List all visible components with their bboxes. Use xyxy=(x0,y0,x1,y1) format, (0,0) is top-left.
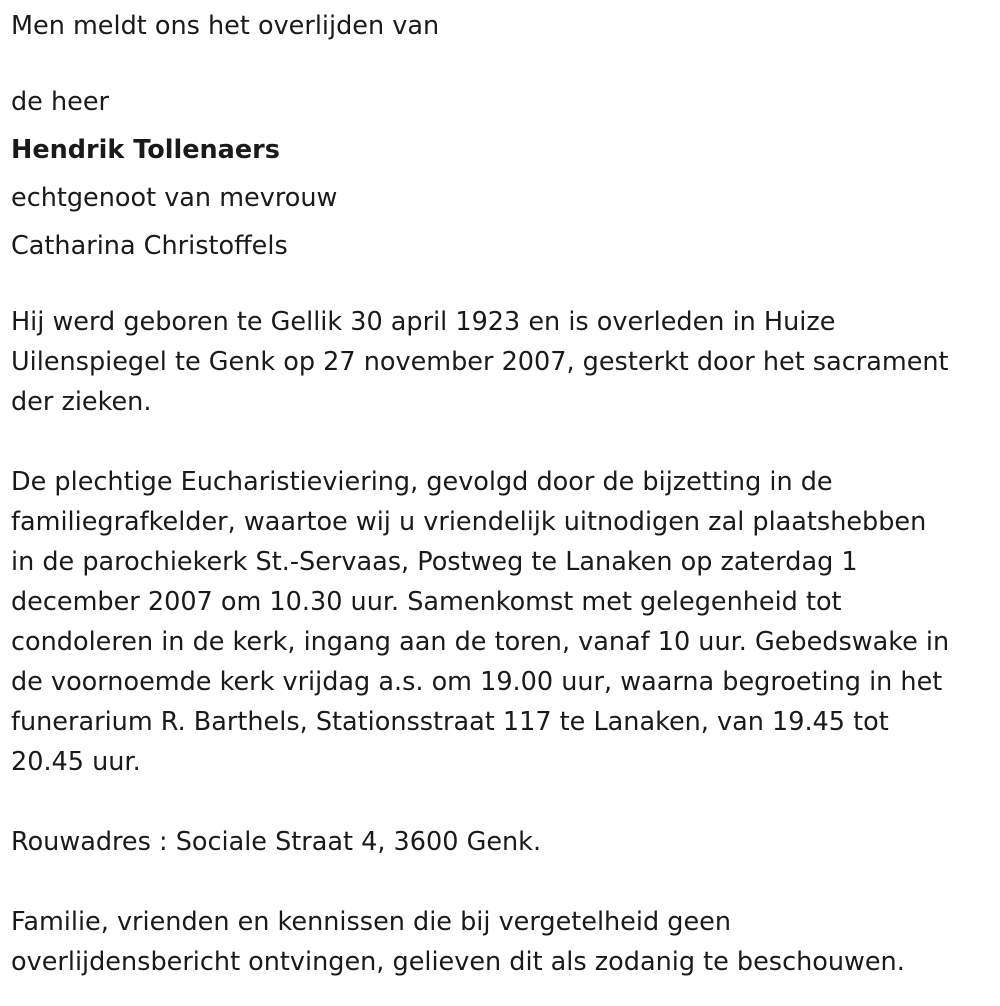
paragraph-line: Hij werd geboren te Gellik 30 april 1923 en is overleden in Huize xyxy=(11,307,836,337)
intro-text: Men meldt ons het overlijden van xyxy=(11,11,440,41)
spouse-name: Catharina Christoffels xyxy=(11,231,288,261)
mourning-address: Rouwadres : Sociale Straat 4, 3600 Genk. xyxy=(11,827,542,857)
paragraph-line: De plechtige Eucharistieviering, gevolgd door de bijzetting in de xyxy=(11,467,833,497)
paragraph-line: de voornoemde kerk vrijdag a.s. om 19.00 uur, waarna begroeting in het xyxy=(11,667,943,697)
paragraph-line: in de parochiekerk St.-Servaas, Postweg te Lanaken op zaterdag 1 xyxy=(11,547,858,577)
deceased-name: Hendrik Tollenaers xyxy=(11,135,280,165)
paragraph-line: Uilenspiegel te Genk op 27 november 2007, gesterkt door het sacrament xyxy=(11,347,949,377)
paragraph-line: Familie, vrienden en kennissen die bij vergetelheid geen xyxy=(11,907,731,937)
birth-death-paragraph xyxy=(11,302,991,422)
paragraph-line: december 2007 om 10.30 uur. Samenkomst met gelegenheid tot xyxy=(11,587,842,617)
closing-paragraph xyxy=(11,902,991,982)
paragraph-line: der zieken. xyxy=(11,387,152,417)
paragraph-line: condoleren in de kerk, ingang aan de toren, vanaf 10 uur. Gebedswake in xyxy=(11,627,950,657)
paragraph-line: overlijdensbericht ontvingen, gelieven dit als zodanig te beschouwen. xyxy=(11,947,905,977)
paragraph-line: funerarium R. Barthels, Stationsstraat 117 te Lanaken, van 19.45 tot xyxy=(11,707,889,737)
obituary-document xyxy=(11,6,991,982)
ceremony-paragraph xyxy=(11,462,991,782)
salutation-text: de heer xyxy=(11,87,110,117)
paragraph-line: familiegrafkelder, waartoe wij u vriendelijk uitnodigen zal plaatshebben xyxy=(11,507,927,537)
spouse-prefix-text: echtgenoot van mevrouw xyxy=(11,183,338,213)
paragraph-line: 20.45 uur. xyxy=(11,747,141,777)
